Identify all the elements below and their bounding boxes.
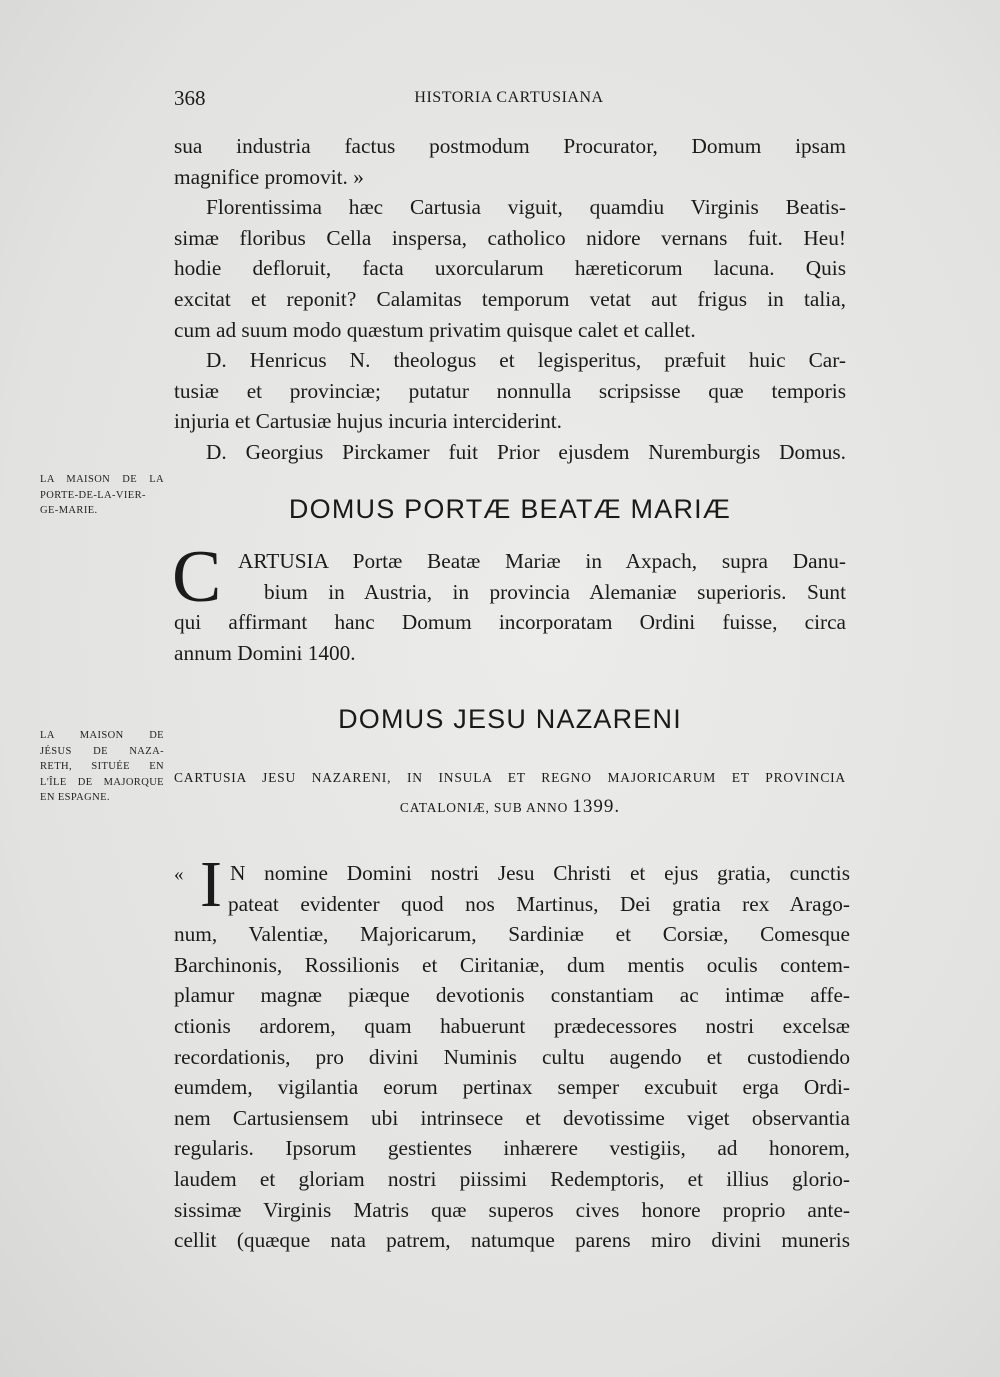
text-line: cellit (quæque nata patrem, natumque parens miro divini muneris [174, 1228, 850, 1253]
charter-text [174, 858, 850, 1256]
open-quote: « [174, 864, 184, 885]
text-line: D. Henricus N. theologus et legisperitus, præfuit huic Car- [206, 348, 846, 373]
text-line: sissimæ Virginis Matris quæ superos cives honore proprio ante- [174, 1197, 850, 1222]
drop-cap: C [172, 536, 222, 618]
text-line: nem Cartusiensem ubi intrinsece et devotissime viget observantia [174, 1105, 850, 1130]
text-line: qui affirmant hanc Domum incorporatam Ordini fuisse, circa [174, 610, 846, 635]
marginal-line: JÉSUS DE NAZA- [40, 745, 164, 757]
text-line: simæ floribus Cella inspersa, catholico nidore vernans fuit. Heu! [174, 225, 846, 250]
marginal-line: EN ESPAGNE. [40, 792, 110, 803]
text-line: D. Georgius Pirckamer fuit Prior ejusdem Nuremburgis Domus. [206, 439, 846, 464]
text-line: cum ad suum modo quæstum privatim quisque calet et callet. [174, 317, 696, 342]
marginal-note-jesus [40, 728, 164, 806]
text-line-content: N nomine Domini nostri Jesu Christi et ejus gratia, cunctis [230, 861, 850, 885]
drop-cap: I [200, 848, 222, 921]
marginal-line: GE-MARIE. [40, 505, 98, 516]
running-title: HISTORIA CARTUSIANA [414, 89, 604, 106]
text-line: hodie defloruit, facta uxorcularum hæreticorum lacuna. Quis [174, 256, 846, 281]
marginal-note-porte [40, 472, 164, 519]
text-line: annum Domini 1400. [174, 640, 356, 665]
text-line: plamur magnæ piæque devotionis constantiam ac intimæ affe- [174, 983, 850, 1008]
text-line: num, Valentiæ, Majoricarum, Sardiniæ et Corsiæ, Comesque [174, 922, 850, 947]
marginal-line: PORTE-DE-LA-VIER- [40, 489, 146, 501]
text-line: sua industria factus postmodum Procurator, Domum ipsam [174, 134, 846, 158]
section-heading-porta: DOMUS PORTÆ BEATÆ MARIÆ [288, 494, 732, 524]
subtitle-year: 1399. [572, 796, 621, 817]
intro-paragraphs [174, 131, 846, 468]
text-line: pateat evidenter quod nos Martinus, Dei gratia rex Arago- [228, 891, 850, 916]
text-line: Barchinonis, Rossilionis et Ciritaniæ, dum mentis oculis contem- [174, 952, 850, 977]
text-line: recordationis, pro divini Numinis cultu augendo et custodiendo [174, 1044, 850, 1069]
section-subtitle [174, 763, 846, 821]
marginal-line: RETH, SITUÉE EN [40, 761, 164, 772]
subtitle-line [174, 792, 846, 821]
marginal-line: L'ÎLE DE MAJORQUE [40, 776, 164, 788]
marginal-line: LA MAISON DE [40, 730, 164, 741]
text-line [174, 858, 850, 889]
section-heading-nazareni: DOMUS JESU NAZARENI [338, 704, 682, 734]
subtitle-line: CARTUSIA JESU NAZARENI, IN INSULA ET REGNO MAJORICARUM ET PROVINCIA [174, 770, 846, 785]
text-line: eumdem, vigilantia eorum pertinax semper excubuit erga Ordi- [174, 1075, 850, 1100]
text-line: ctionis ardorem, quam habuerunt prædecessores nostri excelsæ [174, 1013, 850, 1038]
text-line: Florentissima hæc Cartusia viguit, quamdiu Virginis Beatis- [206, 195, 846, 220]
page-header [174, 86, 844, 116]
text-line: excitat et reponit? Calamitas temporum vetat aut frigus in talia, [174, 286, 846, 311]
marginal-line: LA MAISON DE LA [40, 474, 164, 485]
section-porta-text [174, 546, 846, 668]
text-line: magnifice promovit. » [174, 164, 364, 189]
subtitle-text: CATALONIÆ, SUB ANNO [399, 800, 569, 815]
text-line: regularis. Ipsorum gestientes inhærere vestigiis, ad honorem, [174, 1136, 850, 1161]
text-line: tusiæ et provinciæ; putatur nonnulla scripsisse quæ temporis [174, 378, 846, 403]
page-number: 368 [174, 86, 206, 110]
text-line: bium in Austria, in provincia Alemaniæ superioris. Sunt [264, 579, 846, 604]
text-line: laudem et gloriam nostri piissimi Redemptoris, et illius glorio- [174, 1166, 850, 1191]
text-line: injuria et Cartusiæ hujus incuria interciderint. [174, 409, 562, 434]
text-line: ARTUSIA Portæ Beatæ Mariæ in Axpach, supra Danu- [238, 549, 846, 573]
